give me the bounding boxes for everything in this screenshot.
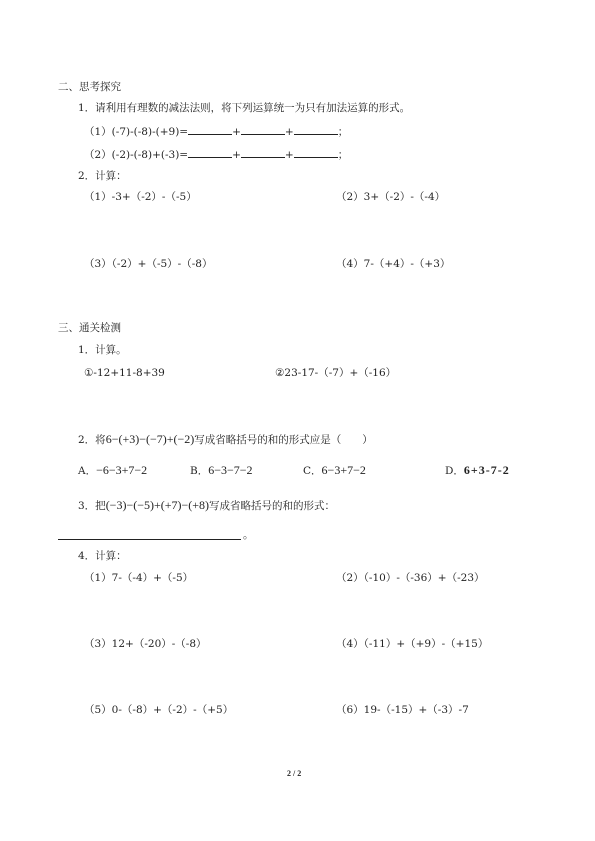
s3-q4-item-3: （3）12+（-20）-（-8） bbox=[84, 638, 207, 650]
plus-sign: + bbox=[284, 149, 294, 161]
s3-q3-prefix: 3．把 bbox=[78, 500, 106, 512]
q2-item-4: （4）7-（+4）-（+3） bbox=[336, 258, 451, 270]
s3-q4-stem: 4．计算： bbox=[78, 550, 127, 562]
plus-sign: + bbox=[232, 149, 241, 161]
s3-q2-suffix: 写成省略括号的和的形式应是（ ） bbox=[194, 434, 373, 446]
s3-q4-item-1: （1）7-（-4）+（-5） bbox=[84, 572, 194, 584]
option-b-value: 6−3−7−2 bbox=[208, 463, 253, 477]
q2-item-3: （3）（-2）+（-5）-（-8） bbox=[84, 258, 213, 270]
q1-part2-expr: （2）(-2)-(-8)+(-3)= bbox=[84, 149, 189, 161]
plus-sign: + bbox=[232, 126, 241, 138]
option-b-label: B． bbox=[190, 465, 209, 477]
s3-q2-stem bbox=[78, 432, 373, 447]
answer-blank bbox=[241, 124, 285, 135]
s3-q3-end: 。 bbox=[243, 529, 254, 541]
s3-q4-item-4: （4）（-11）+（+9）-（+15） bbox=[336, 638, 489, 650]
option-d-label: D． bbox=[445, 465, 464, 477]
s3-q2-prefix: 2．将 bbox=[78, 434, 106, 446]
end-punct: ； bbox=[337, 149, 349, 161]
option-d bbox=[445, 463, 510, 478]
answer-blank bbox=[241, 147, 285, 158]
q1-part1 bbox=[84, 124, 348, 139]
q2-stem: 2．计算： bbox=[78, 170, 127, 182]
q2-item-1: （1）-3+（-2）-（-5） bbox=[84, 191, 197, 203]
answer-line bbox=[58, 539, 241, 540]
option-d-value: 6+3-7-2 bbox=[463, 463, 510, 477]
page-number: 2 / 2 bbox=[287, 769, 302, 778]
option-a-value: −6−3+7−2 bbox=[96, 463, 148, 477]
s3-q3-expression: (−3)−(−5)+(+7)−(+8) bbox=[105, 498, 210, 512]
q1-part2 bbox=[84, 147, 348, 162]
option-c bbox=[303, 463, 366, 478]
option-c-value: 6−3+7−2 bbox=[321, 463, 366, 477]
answer-blank bbox=[188, 147, 232, 158]
s3-q2-expression: 6−(+3)−(−7)+(−2) bbox=[105, 432, 195, 446]
q1-part1-expr: （1）(-7)-(-8)-(+9)= bbox=[84, 126, 189, 138]
s3-q1-stem: 1．计算。 bbox=[78, 344, 127, 356]
s3-q3-stem bbox=[78, 498, 335, 513]
answer-blank bbox=[294, 124, 338, 135]
section-heading-think: 二、思考探究 bbox=[58, 81, 121, 93]
plus-sign: + bbox=[284, 126, 294, 138]
s3-q1-item-2: ②23-17-（-7）+（-16） bbox=[275, 367, 397, 379]
s3-q4-item-5: （5）0-（-8）+（-2）-（+5） bbox=[84, 704, 234, 716]
end-punct: ； bbox=[337, 126, 349, 138]
option-b bbox=[190, 463, 253, 478]
option-c-label: C． bbox=[303, 465, 322, 477]
option-a bbox=[78, 463, 147, 478]
answer-blank bbox=[294, 147, 338, 158]
s3-q4-item-2: （2）（-10）-（-36）+（-23） bbox=[336, 572, 485, 584]
answer-blank bbox=[188, 124, 232, 135]
s3-q1-item-1: ①-12+11-8+39 bbox=[84, 367, 165, 379]
q1-stem: 1．请利用有理数的减法法则，将下列运算统一为只有加法运算的形式。 bbox=[78, 102, 411, 114]
option-a-label: A． bbox=[78, 465, 97, 477]
s3-q4-item-6: （6）19-（-15）+（-3）-7 bbox=[336, 704, 469, 716]
s3-q3-suffix: 写成省略括号的和的形式： bbox=[209, 500, 336, 512]
q2-item-2: （2）3+（-2）-（-4） bbox=[336, 191, 446, 203]
section-heading-check: 三、通关检测 bbox=[58, 322, 121, 334]
